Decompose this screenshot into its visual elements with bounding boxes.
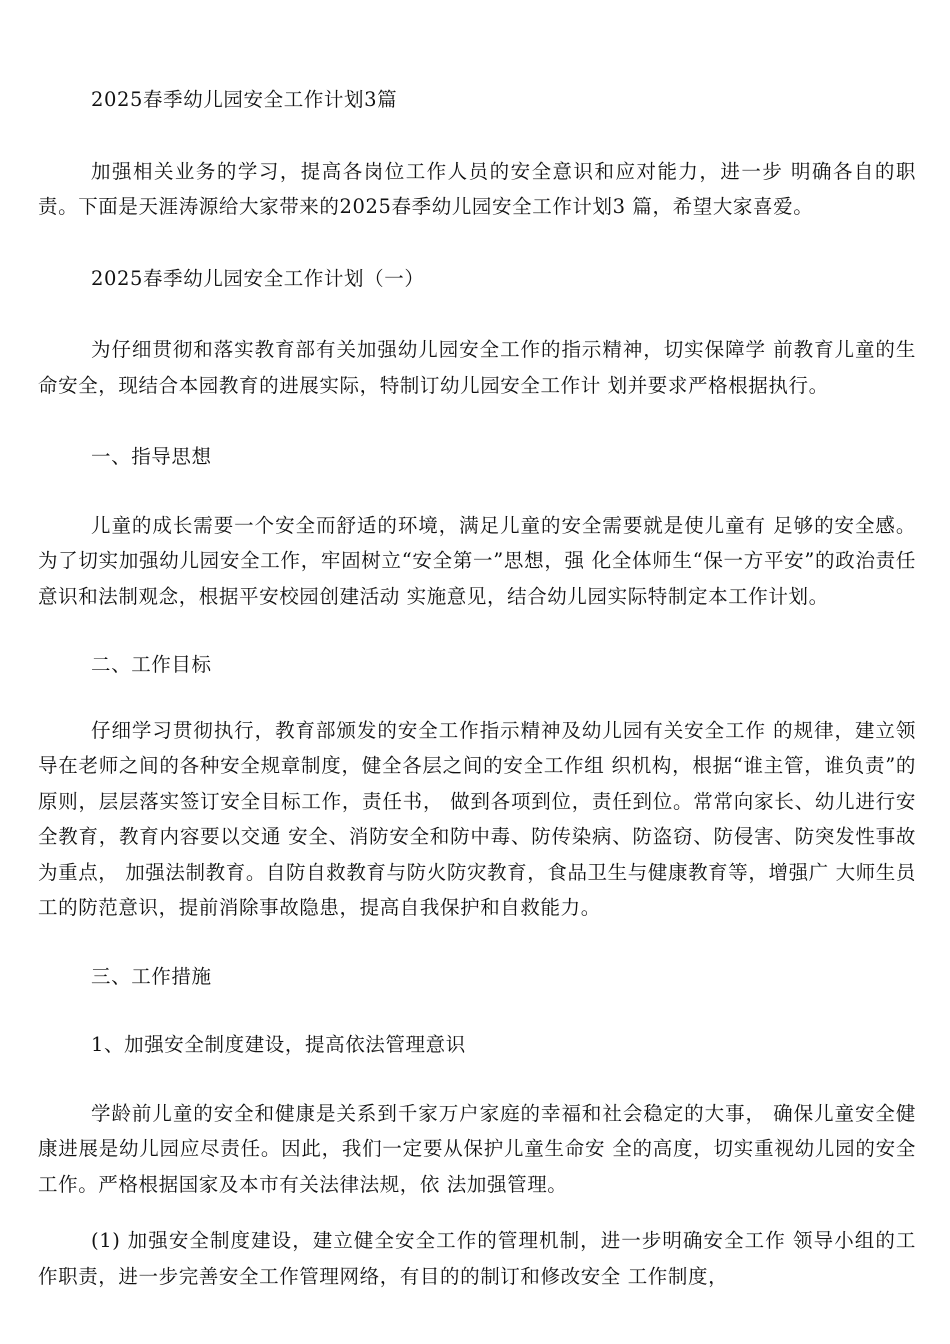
subheading-safety-system: 1、加强安全制度建设，提高依法管理意识 <box>91 1033 466 1056</box>
intro-paragraph: 加强相关业务的学习，提高各岗位工作人员的安全意识和应对能力，进一步 明确各自的职责。下面是天涯涛源给大家带来的2025春季幼儿园安全工作计划3 篇，希望大家喜爱。 <box>38 159 916 218</box>
paragraph-1: 为仔细贯彻和落实教育部有关加强幼儿园安全工作的指示精神，切实保障学 前教育儿童的生命安全，现结合本园教育的进展实际，特制订幼儿园安全工作计 划并要求严格根据执行。 <box>38 338 916 397</box>
paragraph-4: 学龄前儿童的安全和健康是关系到千家万户家庭的幸福和社会稳定的大事， 确保儿童安全健康进展是幼儿园应尽责任。因此，我们一定要从保护儿童生命安 全的高度，切实重视幼儿园的安全工作。严格根据国家及本市有关法律法规，依 法加强管理。 <box>38 1101 916 1196</box>
heading-work-measures: 三、工作措施 <box>91 964 212 988</box>
heading-work-goals: 二、工作目标 <box>91 653 212 676</box>
document-body <box>38 82 916 1294</box>
paragraph-5: (1) 加强安全制度建设，建立健全安全工作的管理机制，进一步明确安全工作 领导小组的工作职责，进一步完善安全工作管理网络，有目的的制订和修改安全 工作制度， <box>38 1229 916 1288</box>
paragraph-2: 儿童的成长需要一个安全而舒适的环境，满足儿童的安全需要就是使儿童有 足够的安全感。为了切实加强幼儿园安全工作，牢固树立“安全第一”思想，强 化全体师生“保一方平安”的政治责任意识和法制观念，根据平安校园创建活动 实施意见，结合幼儿园实际特制定本工作计划。 <box>38 513 916 608</box>
heading-guiding-ideology: 一、指导思想 <box>91 445 212 468</box>
paragraph-3: 仔细学习贯彻执行，教育部颁发的安全工作指示精神及幼儿园有关安全工作 的规律，建立领导在老师之间的各种安全规章制度，健全各层之间的安全工作组 织机构，根据“谁主管，谁负责”的原则，层层落实签订安全目标工作，责任书， 做到各项到位，责任到位。常常向家长、幼儿进行安全教育，教育内容要以交通 安全、消防安全和防中毒、防传染病、防盗窃、防侵害、防突发性事故为重点， 加强法制教育。自防自救教育与防火防灾教育，食品卫生与健康教育等，增强广 大师生员工的防范意识，提前消除事故隐患，提高自我保护和自救能力。 <box>38 718 916 919</box>
section-title: 2025春季幼儿园安全工作计划（一） <box>91 266 425 290</box>
document-title: 2025春季幼儿园安全工作计划3篇 <box>91 88 398 111</box>
